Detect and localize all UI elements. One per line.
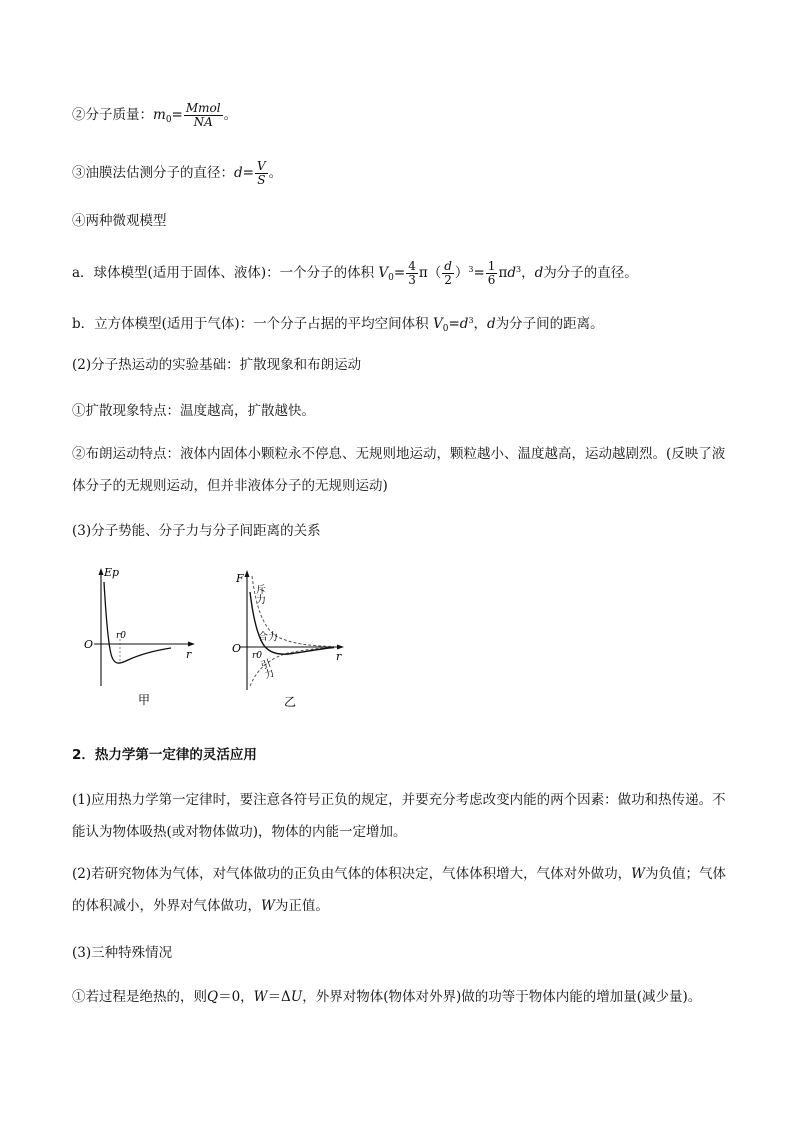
yi-x-arrow-icon <box>337 645 344 650</box>
figure-yi <box>232 570 344 709</box>
jia-x-label: r <box>186 648 192 661</box>
yi-origin-label: O <box>232 642 242 655</box>
jia-y-arrow-icon <box>99 568 104 575</box>
diffusion-line: ①扩散现象特点：温度越高，扩散越快。 <box>72 403 315 419</box>
yi-attractive-label: 引力 <box>256 658 275 681</box>
thermal-motion-title: (2)分子热运动的实验基础：扩散现象和布朗运动 <box>72 357 362 373</box>
cube-model-line: b．立方体模型(适用于气体)：一个分子占据的平均空间体积 $V_0=d^3$，d为分子间的距离。 <box>72 316 604 334</box>
mass-label: ②分子质量： <box>72 107 153 123</box>
yi-x-label: r <box>336 650 342 663</box>
mass-symbol: m <box>153 107 166 123</box>
section2-title: 2．热力学第一定律的灵活应用 <box>72 747 257 763</box>
jia-potential-curve <box>104 582 171 663</box>
paragraph-1: (1)应用热力学第一定律时，要注意各符号正负的规定，并要充分考虑改变内能的两个因素：做功和热传递。不能认为物体吸热(或对物体做功)，物体的内能一定增加。 <box>72 792 726 840</box>
yi-y-arrow-icon <box>245 570 250 577</box>
jia-r0-label: r0 <box>116 631 127 641</box>
film-fraction: $\frac{V}{S}$ <box>256 159 266 187</box>
jia-origin-label: O <box>84 638 94 651</box>
yi-repulsive-label: 斥力 <box>253 584 265 604</box>
brownian-paragraph: ②布朗运动特点：液体内固体小颗粒永不停息、无规则地运动，颗粒越小、温度越高，运动越剧烈。(反映了液体分子的无规则运动，但并非液体分子的无规则运动) <box>72 446 726 494</box>
jia-y-label: Ep <box>104 566 120 579</box>
paragraph-2: (2)若研究物体为气体，对气体做功的正负由气体的体积决定，气体体积增大，气体对外做功，W为负值；气体的体积减小，外界对气体做功，W为正值。 <box>72 866 727 914</box>
sphere-model-line: a．球体模型(适用于固体、液体)：一个分子的体积 $V_0=$ $\frac{4}{3}$ π（ $\frac{d}{2}$ ）$^3$= $\frac{1}{6}$ $\pi d^3$，d为分子的直径。 <box>72 259 638 287</box>
figure-jia <box>84 566 195 707</box>
oil-film-line: ③油膜法估测分子的直径：d= $\frac{V}{S}$ 。 <box>72 159 283 187</box>
jia-caption: 甲 <box>138 693 151 707</box>
special-cases-title: (3)三种特殊情况 <box>72 945 173 961</box>
mass-fraction: $\frac{\text{Mmol}}{NA}$ <box>185 101 221 129</box>
molecular-mass-line: ②分子质量：$m_0=$ $\frac{\text{Mmol}}{NA}$ 。 <box>72 101 238 129</box>
models-title: ④两种微观模型 <box>72 213 167 229</box>
adiabatic-line: ①若过程是绝热的，则Q＝0，W＝ΔU，外界对物体(物体对外界)做的功等于物体内能的增加量(减少量)。 <box>72 989 702 1005</box>
molecular-graphs <box>76 562 356 712</box>
yi-resultant-label: 合力 <box>258 632 278 643</box>
relation-title: (3)分子势能、分子力与分子间距离的关系 <box>72 523 321 539</box>
yi-caption: 乙 <box>284 695 297 709</box>
yi-r0-label: r0 <box>252 651 263 661</box>
jia-x-arrow-icon <box>188 642 195 647</box>
yi-y-label: F <box>236 572 244 585</box>
